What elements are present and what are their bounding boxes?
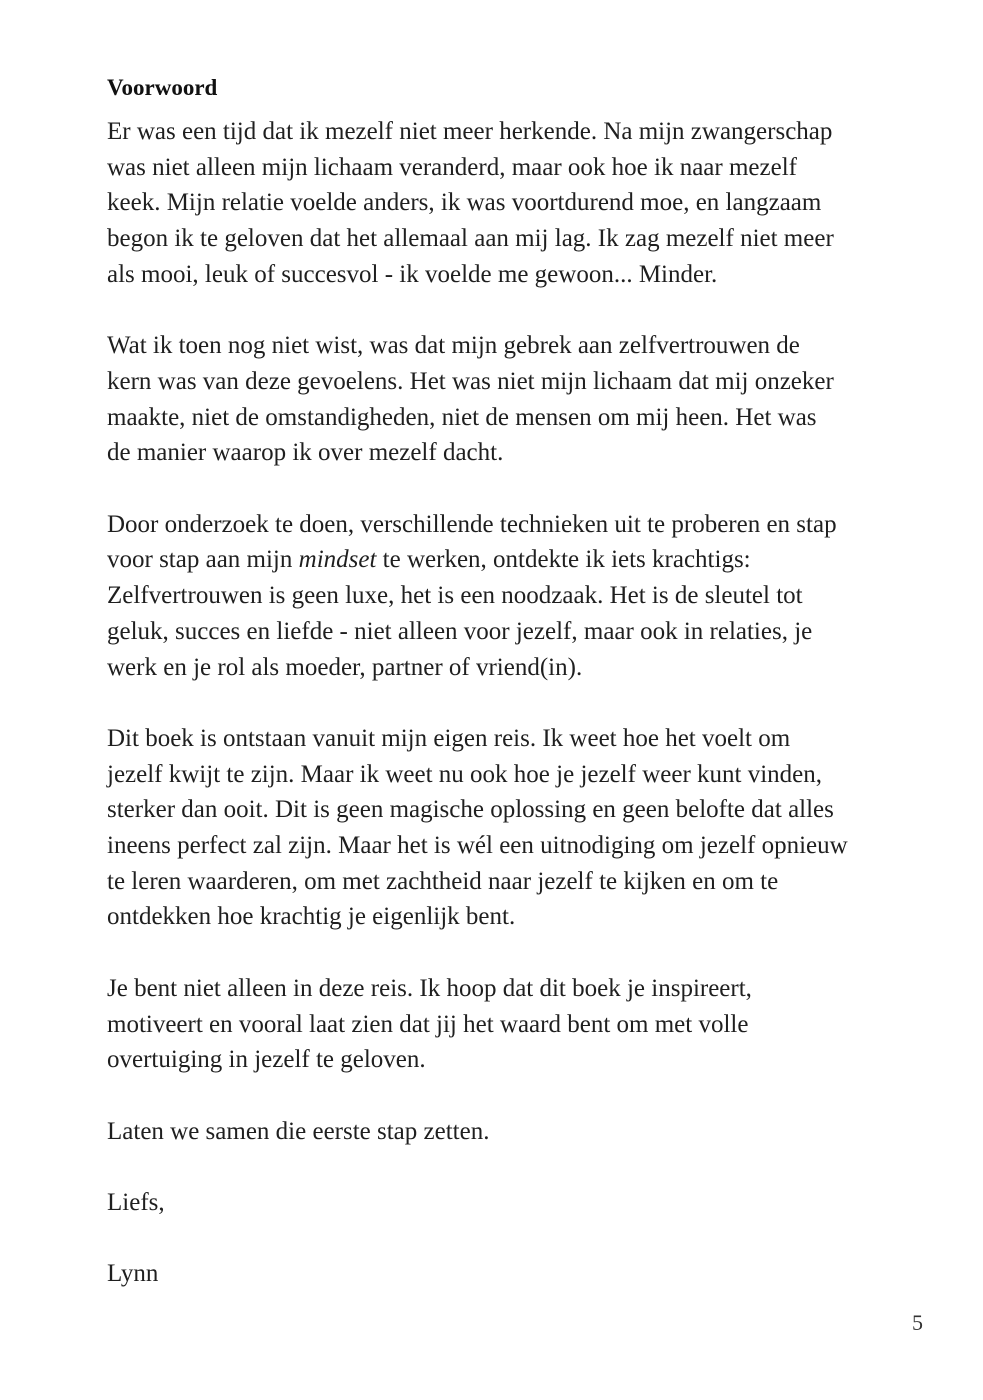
text-line: kern was van deze gevoelens. Het was niet mijn lichaam dat mij onzeker [107,367,834,395]
text-line: werk en je rol als moeder, partner of vriend(in). [107,653,583,681]
page-number: 5 [912,1310,923,1335]
closing-salutation [107,1185,897,1221]
text-line: Wat ik toen nog niet wist, was dat mijn gebrek aan zelfvertrouwen de [107,332,800,360]
text-line: Je bent niet alleen in deze reis. Ik hoop dat dit boek je inspireert, [107,974,752,1002]
paragraph-6 [107,1114,897,1150]
text-line: Er was een tijd dat ik mezelf niet meer herkende. Na mijn zwangerschap [107,118,833,145]
author-signature [107,1256,897,1292]
text-line-mixed [107,542,897,578]
paragraph-3 [107,507,897,686]
text-line: als mooi, leuk of succesvol - ik voelde me gewoon... Minder. [107,260,718,288]
text-line: keek. Mijn relatie voelde anders, ik was voortdurend moe, en langzaam [107,189,822,217]
text-fragment: te werken, ontdekte ik iets krachtigs: [376,546,751,574]
text-line: maakte, niet de omstandigheden, niet de mensen om mij heen. Het was [107,403,817,431]
text-fragment: voor stap aan mijn [107,546,299,574]
text-line: was niet alleen mijn lichaam veranderd, maar ook hoe ik naar mezelf [107,153,797,181]
paragraph-4 [107,721,897,935]
text-line: jezelf kwijt te zijn. Maar ik weet nu ook hoe je jezelf weer kunt vinden, [107,760,823,788]
paragraph-1 [107,114,897,293]
text-line: de manier waarop ik over mezelf dacht. [107,439,504,467]
text-line: te leren waarderen, om met zachtheid naar jezelf te kijken en om te [107,867,779,895]
text-line: begon ik te geloven dat het allemaal aan mij lag. Ik zag mezelf niet meer [107,225,834,253]
text-line: ineens perfect zal zijn. Maar het is wél een uitnodiging om jezelf opnieuw [107,832,848,860]
text-line: overtuiging in jezelf te geloven. [107,1046,426,1074]
text-line: Laten we samen die eerste stap zetten. [107,1117,490,1145]
chapter-heading: Voorwoord [107,75,218,100]
foreword-body [107,114,897,1328]
text-line: sterker dan ooit. Dit is geen magische oplossing en geen belofte dat alles [107,796,834,824]
italic-word: mindset [298,546,377,574]
text-line: Lynn [107,1260,159,1288]
text-line: Zelfvertrouwen is geen luxe, het is een noodzaak. Het is de sleutel tot [107,582,803,610]
text-line: Door onderzoek te doen, verschillende technieken uit te proberen en stap [107,510,837,538]
text-line: ontdekken hoe krachtig je eigenlijk bent. [107,903,516,931]
paragraph-2 [107,328,897,471]
text-line: motiveert en vooral laat zien dat jij het waard bent om met volle [107,1010,749,1038]
text-line: Liefs, [107,1189,165,1216]
paragraph-5 [107,971,897,1078]
text-line: Dit boek is ontstaan vanuit mijn eigen reis. Ik weet hoe het voelt om [107,724,791,752]
text-line: geluk, succes en liefde - niet alleen voor jezelf, maar ook in relaties, je [107,617,813,645]
